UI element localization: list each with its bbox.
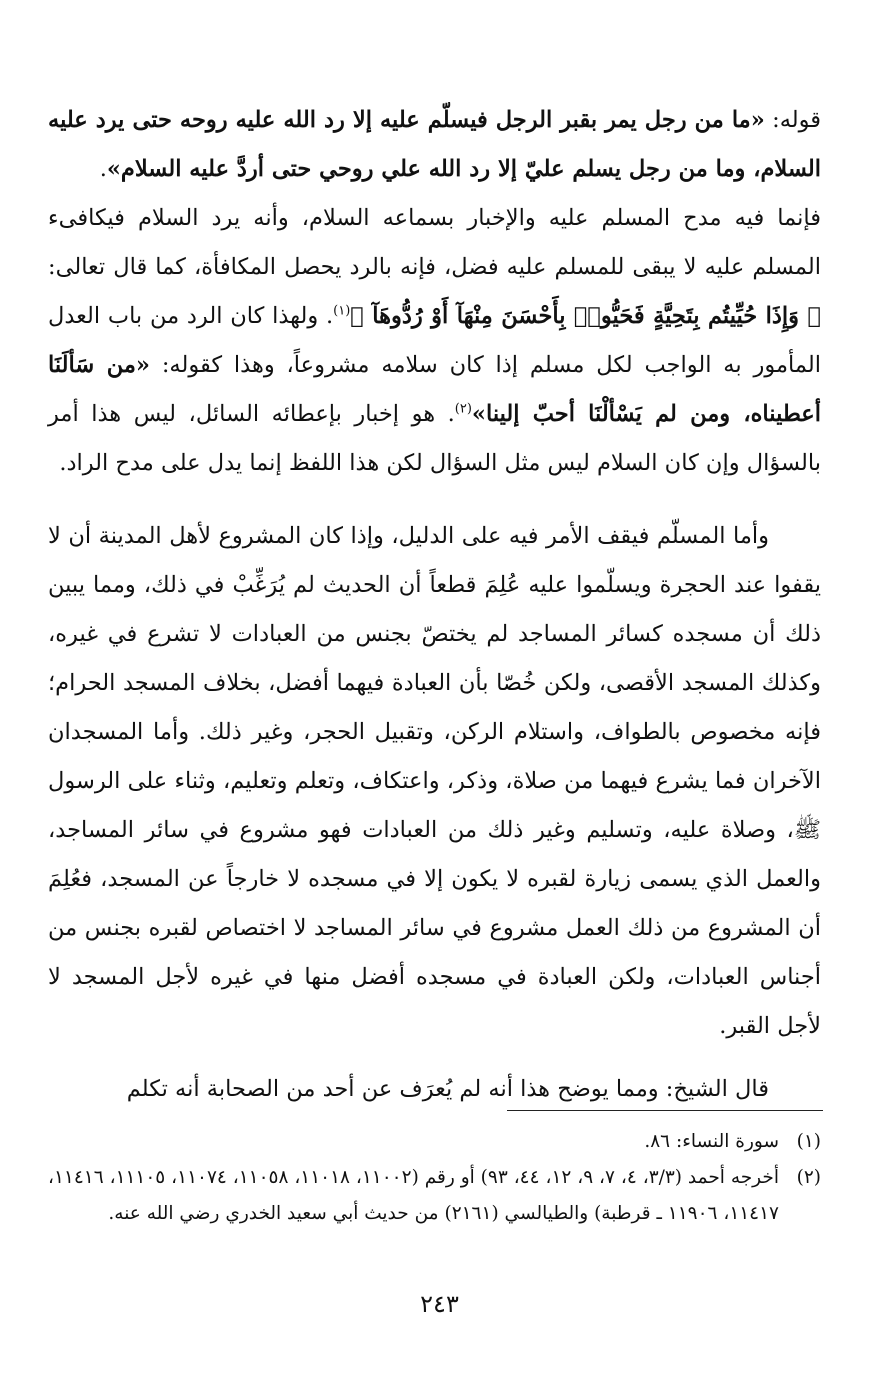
footnote-number: (٢) (796, 1167, 821, 1188)
paragraph-2-text-a: فإنما فيه مدح المسلم عليه والإخبار بسماعه السلام، وأنه يرد السلام فيكافىء المسلم عليه لا يبقى للمسلم عليه فضل، فإنه بالرد يحصل المكافأة، كما قال تعالى: (48, 205, 821, 280)
footnote-text: سورة النساء: ٨٦. (644, 1131, 779, 1152)
hadith-quote-2: «من سَألَنَا أعطيناه، ومن لم يَسْألْنَا أحبّ إلينا» (48, 352, 821, 427)
paragraph-3 (48, 512, 821, 1051)
paragraph-2-text-b: . ولهذا كان الرد من باب العدل المأمور به الواجب لكل مسلم إذا كان سلامه مشروعاً، وهذا كقوله: (48, 303, 821, 378)
paragraph-3-text: وأما المسلّم فيقف الأمر فيه على الدليل، وإذا كان المشروع لأهل المدينة أن لا يقفوا عند الحجرة ويسلّموا عليه عُلِمَ قطعاً أن الحديث لم يُرَغِّبْ في ذلك، ومما يبين ذلك أن مسجده كسائر المساجد لم يختصّ بجنس من العبادات لا تشرع في غيره، وكذلك المسجد الأقصى، ولكن خُصّا بأن العبادة فيهما أفضل، بخلاف المسجد الحرام؛ فإنه مخصوص بالطواف، واستلام الركن، وتقبيل الحجر، وغير ذلك. وأما المسجدان الآخران فما يشرع فيهما من صلاة، وذكر، واعتكاف، وتعلم وتعليم، وثناء على الرسول ﷺ، وصلاة عليه، وتسليم وغير ذلك من العبادات فهو مشروع في سائر المساجد، والعمل الذي يسمى زيارة لقبره لا يكون إلا في مسجده لا خارجاً عن المسجد، فعُلِمَ أن المشروع من ذلك العمل مشروع في سائر المساجد لا اختصاص لقبره بجنس من أجناس العبادات، ولكن العبادة في مسجده أفضل منها في غيره لأجل المسجد لا لأجل القبر. (48, 523, 821, 1039)
paragraph-1 (48, 96, 821, 194)
footnote-ref-1[interactable]: (١) (333, 303, 351, 319)
footnote-1 (48, 1124, 821, 1160)
footnote-ref-2[interactable]: (٢) (454, 401, 472, 417)
footnote-2 (48, 1160, 821, 1232)
paragraph-4 (48, 1065, 821, 1114)
paragraph-1-lead: قوله: (764, 107, 822, 133)
footnote-text: أخرجه أحمد (٣/٣، ٤، ٧، ٩، ١٢، ٤٤، ٩٣) أو رقم (١١٠٠٢، ١١٠١٨، ١١٠٥٨، ١١٠٧٤، ١١١٠٥، ١١٤١٦، ١١٤١٧، ١١٩٠٦ ـ قرطبة) والطيالسي (٢١٦١) من حديث أبي سعيد الخدري رضي الله عنه. (48, 1167, 779, 1224)
hadith-quote: «ما من رجل يمر بقبر الرجل فيسلّم عليه إلا رد الله عليه روحه حتى يرد عليه السلام، وما من رجل يسلم عليّ إلا رد الله علي روحي حتى أردَّ عليه السلام» (48, 107, 821, 182)
paragraph-4-text: قال الشيخ: ومما يوضح هذا أنه لم يُعرَف عن أحد من الصحابة أنه تكلم (126, 1076, 769, 1102)
footnote-number: (١) (796, 1131, 821, 1152)
paragraph-2-text-c: . هو إخبار بإعطائه السائل، ليس هذا أمر بالسؤال وإن كان السلام ليس مثل السؤال لكن هذا اللفظ إنما يدل على مدح الراد. (48, 401, 821, 476)
paragraph-2 (48, 194, 821, 488)
quran-verse: ﴿ وَإِذَا حُيِّيتُم بِتَحِيَّةٍ فَحَيُّوا۟ بِأَحْسَنَ مِنْهَآ أَوْ رُدُّوهَآ ﴾ (350, 303, 821, 329)
main-text (48, 96, 821, 1114)
footnotes (48, 1124, 821, 1232)
page-number: ٢٤٣ (420, 1290, 459, 1318)
paragraph-1-end: . (99, 156, 107, 182)
footnote-separator (507, 1110, 823, 1111)
